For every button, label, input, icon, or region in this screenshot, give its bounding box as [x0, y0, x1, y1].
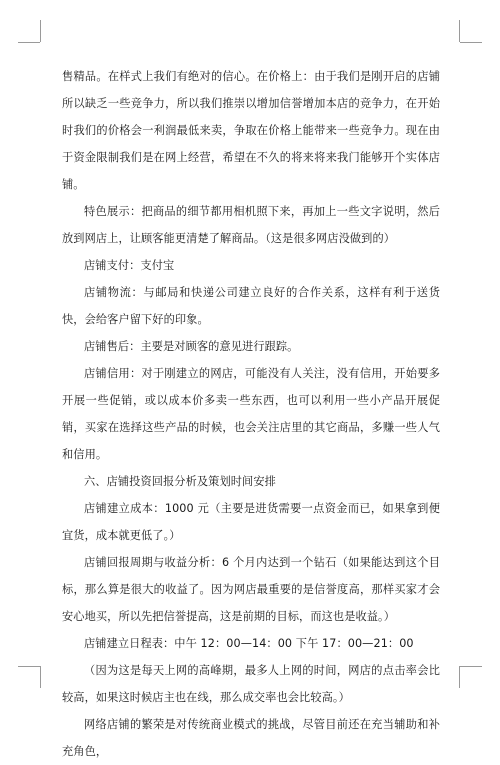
- section-heading-investment-return: 六、店铺投资回报分析及策划时间安排: [84, 475, 276, 488]
- paragraph-setup-cost: 店铺建立成本：1000 元（主要是进货需要一点资金而已，如果拿到便宜货，成本就更低了。）: [62, 502, 440, 542]
- crop-mark-top-left-horizontal: [18, 42, 40, 43]
- document-body: [62, 63, 440, 765]
- crop-mark-top-right-horizontal: [460, 42, 482, 43]
- crop-mark-bottom-left-horizontal: [18, 666, 40, 667]
- crop-mark-bottom-left-vertical: [40, 666, 41, 688]
- crop-mark-top-right-vertical: [459, 20, 460, 42]
- paragraph-payment: 店铺支付：支付宝: [84, 259, 175, 272]
- paragraph-business-plan: 售精品。在样式上我们有绝对的信心。在价格上：由于我们是刚开启的店铺所以缺乏一些竞争力，所以我们推崇以增加信誉增加本店的竞争力，在开始时我们的价格会一利润最低来卖，争取在价格上能带来一些竞争力。现在由于资金限制我们是在网上经营，希望在不久的将来将来我门能够开个实体店铺。: [62, 70, 440, 191]
- crop-mark-bottom-right-vertical: [459, 666, 460, 688]
- paragraph-logistics: 店铺物流：与邮局和快递公司建立良好的合作关系，这样有利于送货快，会给客户留下好的印象。: [62, 286, 440, 326]
- crop-mark-top-left-vertical: [40, 20, 41, 42]
- crop-mark-bottom-right-horizontal: [460, 666, 482, 667]
- paragraph-schedule: 店铺建立日程表：中午 12：00—14：00 下午 17：00—21：00: [84, 637, 414, 650]
- paragraph-credit: 店铺信用：对于刚建立的网店，可能没有人关注，没有信用，开始要多开展一些促销，或以成本价多卖一些东西，也可以利用一些小产品开展促销，买家在选择这些产品的时候，也会关注店里的其它商品，多赚一些人气和信用。: [62, 367, 440, 461]
- paragraph-online-store-challenge: 网络店铺的繁荣是对传统商业模式的挑战，尽管目前还在充当辅助和补充角色，: [62, 718, 440, 758]
- paragraph-feature-display: 特色展示：把商品的细节都用相机照下来，再加上一些文字说明，然后放到网店上，让顾客能更清楚了解商品。（这是很多网店没做到的）: [62, 205, 440, 245]
- paragraph-return-analysis: 店铺回报周期与收益分析：6 个月内达到一个钻石（如果能达到这个目标，那么算是很大的收益了。因为网店最重要的是信誉度高，那样买家才会安心地买，所以先把信誉提高，这是前期的目标，而这也是收益。）: [62, 556, 440, 623]
- paragraph-peak-hours-note: （因为这是每天上网的高峰期，最多人上网的时间，网店的点击率会比较高，如果这时候店主也在线，那么成交率也会比较高。）: [62, 664, 440, 704]
- paragraph-after-sales: 店铺售后：主要是对顾客的意见进行跟踪。: [84, 340, 299, 353]
